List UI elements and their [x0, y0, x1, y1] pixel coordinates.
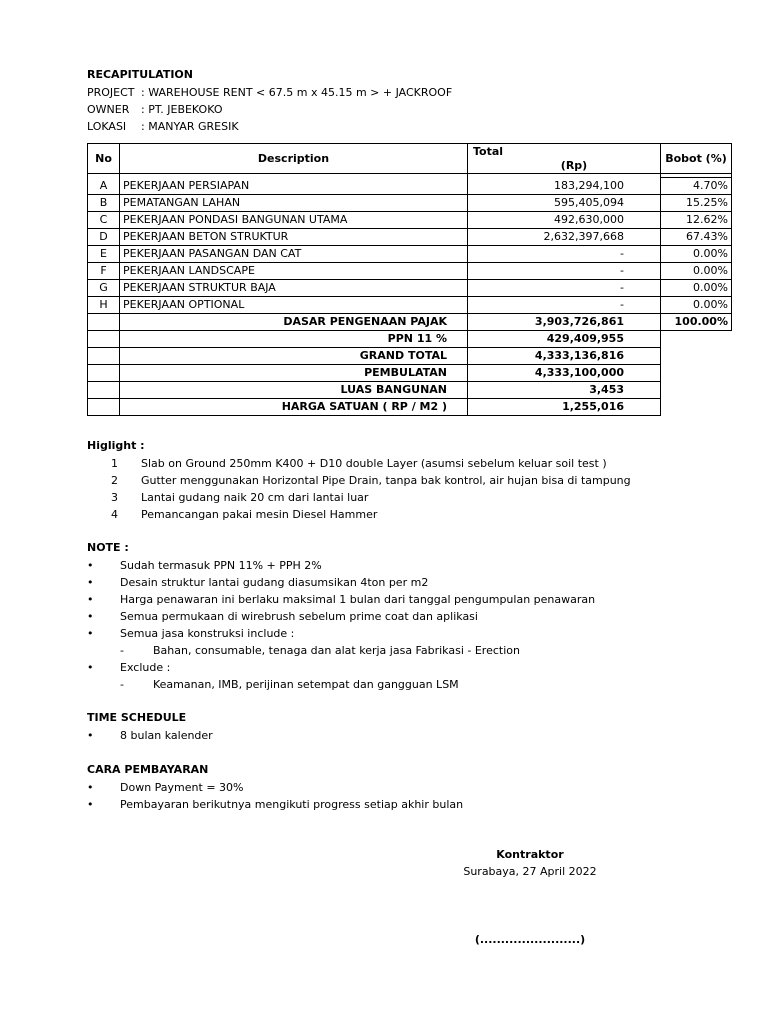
signature-line: (........................)	[474, 933, 586, 946]
lokasi-label: LOKASI	[87, 120, 127, 133]
pembulatan-value: 4,333,100,000	[468, 365, 661, 382]
luas-label: LUAS BANGUNAN	[120, 382, 468, 399]
row-no: C	[88, 212, 120, 229]
grand-total-label: GRAND TOTAL	[120, 348, 468, 365]
row-bobot: 12.62%	[661, 212, 732, 229]
row-total: 183,294,100	[468, 178, 661, 195]
summary-row-ppn	[88, 331, 732, 348]
lokasi-value: : MANYAR GRESIK	[141, 120, 239, 133]
signature-title: Kontraktor	[496, 848, 564, 861]
owner-label: OWNER	[87, 103, 130, 116]
table-row	[88, 178, 732, 195]
document-title: RECAPITULATION	[87, 68, 193, 81]
highlight-list	[87, 455, 631, 523]
header-total-unit: (Rp)	[560, 159, 588, 172]
dpp-value: 3,903,726,861	[468, 314, 661, 331]
ppn-label: PPN 11 %	[120, 331, 468, 348]
project-label: PROJECT	[87, 86, 135, 99]
note-list	[87, 557, 595, 693]
list-item: • Semua jasa konstruksi include :	[87, 627, 295, 640]
bobot-total: 100.00%	[661, 314, 732, 331]
summary-row-grand-total	[88, 348, 732, 365]
luas-value: 3,453	[468, 382, 661, 399]
list-item: • Desain struktur lantai gudang diasumsikan 4ton per m2	[87, 576, 429, 589]
table-row	[88, 246, 732, 263]
table-header-row	[88, 144, 732, 174]
row-no: G	[88, 280, 120, 297]
header-description: Description	[120, 144, 468, 174]
table-row	[88, 229, 732, 246]
list-item: 4 Pemancangan pakai mesin Diesel Hammer	[111, 508, 378, 521]
row-description: PEMATANGAN LAHAN	[120, 195, 468, 212]
payment-list	[87, 779, 463, 813]
row-bobot: 0.00%	[661, 280, 732, 297]
time-schedule-heading: TIME SCHEDULE	[87, 711, 187, 724]
table-row	[88, 212, 732, 229]
table-row	[88, 263, 732, 280]
row-total: 595,405,094	[468, 195, 661, 212]
header-total-label: Total	[473, 145, 504, 158]
list-item: • Harga penawaran ini berlaku maksimal 1 bulan dari tanggal pengumpulan penawaran	[87, 593, 596, 606]
row-bobot: 4.70%	[661, 178, 732, 195]
harga-satuan-label: HARGA SATUAN ( RP / M2 )	[120, 399, 468, 416]
row-no: H	[88, 297, 120, 314]
list-item: • Pembayaran berikutnya mengikuti progress setiap akhir bulan	[87, 798, 464, 811]
ppn-value: 429,409,955	[468, 331, 661, 348]
row-no: F	[88, 263, 120, 280]
list-item: • Down Payment = 30%	[87, 781, 244, 794]
list-item: 3 Lantai gudang naik 20 cm dari lantai luar	[111, 491, 369, 504]
grand-total-value: 4,333,136,816	[468, 348, 661, 365]
row-description: PEKERJAAN BETON STRUKTUR	[120, 229, 468, 246]
header-total	[468, 144, 661, 174]
payment-heading: CARA PEMBAYARAN	[87, 763, 209, 776]
list-item: 1 Slab on Ground 250mm K400 + D10 double Layer (asumsi sebelum keluar soil test )	[111, 457, 607, 470]
list-item: • 8 bulan kalender	[87, 729, 213, 742]
summary-row-dpp	[88, 314, 732, 331]
row-no: D	[88, 229, 120, 246]
row-bobot: 15.25%	[661, 195, 732, 212]
pembulatan-label: PEMBULATAN	[120, 365, 468, 382]
recap-table	[87, 143, 732, 416]
list-item: - Bahan, consumable, tenaga dan alat kerja jasa Fabrikasi - Erection	[120, 644, 520, 657]
time-schedule-list	[87, 727, 213, 744]
row-description: PEKERJAAN OPTIONAL	[120, 297, 468, 314]
header-no: No	[88, 144, 120, 174]
list-item: • Exclude :	[87, 661, 171, 674]
list-item: 2 Gutter menggunakan Horizontal Pipe Drain, tanpa bak kontrol, air hujan bisa di tampung	[111, 474, 631, 487]
table-row	[88, 195, 732, 212]
row-total: -	[468, 297, 661, 314]
row-bobot: 0.00%	[661, 263, 732, 280]
harga-satuan-value: 1,255,016	[468, 399, 661, 416]
row-description: PEKERJAAN STRUKTUR BAJA	[120, 280, 468, 297]
row-total: -	[468, 280, 661, 297]
highlight-heading: Higlight :	[87, 439, 145, 452]
row-description: PEKERJAAN LANDSCAPE	[120, 263, 468, 280]
summary-row-harga-satuan	[88, 399, 732, 416]
project-value: : WAREHOUSE RENT < 67.5 m x 45.15 m > + JACKROOF	[141, 86, 453, 99]
row-bobot: 0.00%	[661, 297, 732, 314]
row-total: 492,630,000	[468, 212, 661, 229]
header-bobot: Bobot (%)	[661, 144, 732, 174]
table-row	[88, 280, 732, 297]
row-description: PEKERJAAN PERSIAPAN	[120, 178, 468, 195]
owner-value: : PT. JEBEKOKO	[141, 103, 223, 116]
row-no: B	[88, 195, 120, 212]
summary-row-luas	[88, 382, 732, 399]
row-total: -	[468, 263, 661, 280]
row-no: E	[88, 246, 120, 263]
row-bobot: 67.43%	[661, 229, 732, 246]
row-no: A	[88, 178, 120, 195]
table-row	[88, 297, 732, 314]
note-heading: NOTE :	[87, 541, 129, 554]
row-total: -	[468, 246, 661, 263]
signature-place-date: Surabaya, 27 April 2022	[463, 865, 597, 878]
list-item: • Sudah termasuk PPN 11% + PPH 2%	[87, 559, 322, 572]
list-item: • Semua permukaan di wirebrush sebelum prime coat dan aplikasi	[87, 610, 478, 623]
row-description: PEKERJAAN PASANGAN DAN CAT	[120, 246, 468, 263]
row-bobot: 0.00%	[661, 246, 732, 263]
row-description: PEKERJAAN PONDASI BANGUNAN UTAMA	[120, 212, 468, 229]
summary-row-pembulatan	[88, 365, 732, 382]
dpp-label: DASAR PENGENAAN PAJAK	[120, 314, 468, 331]
row-total: 2,632,397,668	[468, 229, 661, 246]
list-item: - Keamanan, IMB, perijinan setempat dan gangguan LSM	[120, 678, 459, 691]
